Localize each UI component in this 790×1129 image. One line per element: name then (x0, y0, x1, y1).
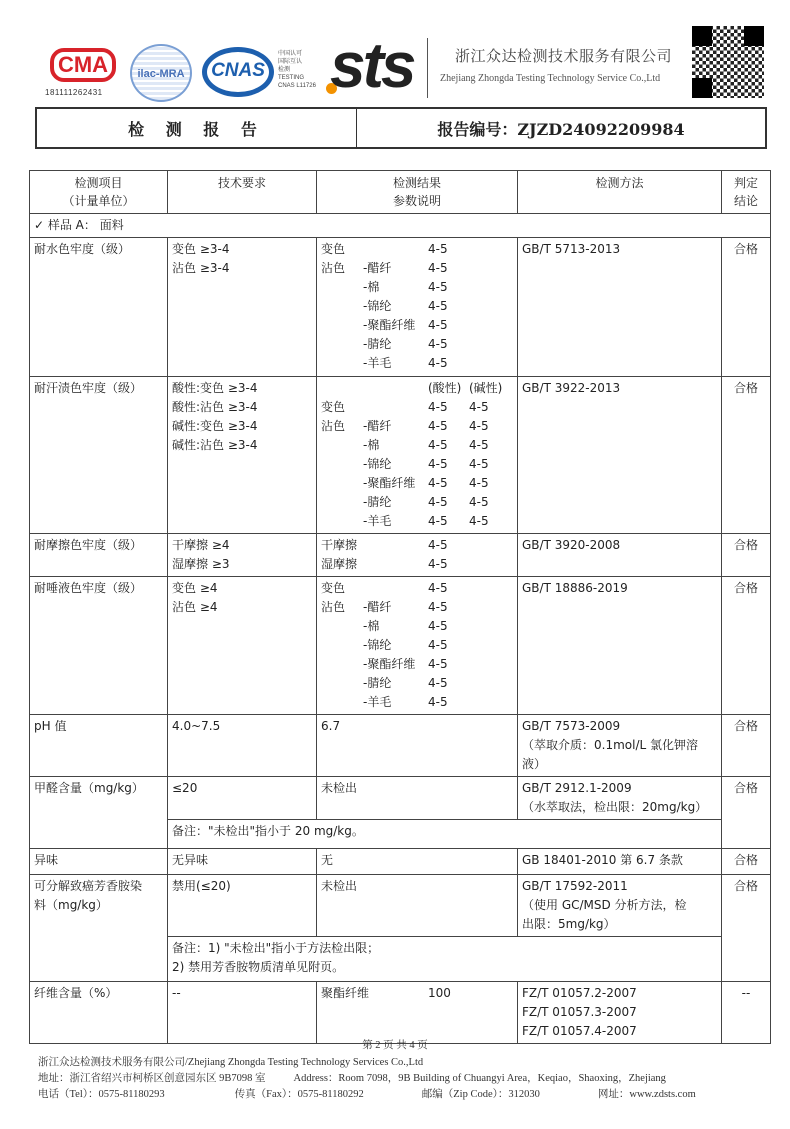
result-label: 未检出 (321, 781, 358, 795)
result-label: 无 (321, 853, 334, 867)
cnas-text-line: CNAS L11726 (278, 83, 316, 89)
result (317, 777, 518, 820)
result-value: 4-5 (428, 695, 448, 709)
result-line (321, 636, 513, 655)
result-value-2: 4-5 (469, 438, 489, 452)
cnas-text-line: 国际互认 (278, 59, 303, 65)
result-fiber: -锦纶 (363, 457, 392, 471)
result-line (321, 417, 513, 436)
test-item-line: 耐水色牢度（级） (34, 242, 131, 256)
test-method-line: GB/T 2912.1-2009 (522, 781, 632, 795)
cnas-text-line: 检测 (278, 67, 291, 73)
result-fiber: -聚酯纤维 (363, 476, 416, 490)
column-header-line: 结论 (733, 194, 758, 208)
note-line: 2) 禁用芳香胺物质清单见附页。 (172, 960, 345, 974)
test-method (518, 377, 722, 534)
result-value-2: 4-5 (469, 495, 489, 509)
result-label: 6.7 (321, 719, 341, 733)
test-item-line: pH 值 (34, 719, 67, 733)
result-line (321, 617, 513, 636)
table-row (30, 875, 771, 937)
result-value: 4-5 (428, 557, 448, 571)
page-number: 第 2 页 共 4 页 (362, 1040, 428, 1051)
result-value: 4-5 (428, 619, 448, 633)
result-value: 4-5 (428, 638, 448, 652)
result-line (321, 474, 513, 493)
test-method-line: GB/T 18886-2019 (522, 581, 628, 595)
result-line (321, 455, 513, 474)
table-row (30, 777, 771, 820)
requirement (168, 534, 317, 577)
result-fiber: -腈纶 (363, 676, 392, 690)
result-line (321, 717, 513, 736)
result-value-2: (碱性) (469, 381, 503, 395)
document-title: 检 测 报 告 (37, 109, 357, 147)
result-fiber: -羊毛 (363, 514, 392, 528)
verdict: 合格 (722, 377, 771, 534)
result-line (321, 259, 513, 278)
result-line (321, 316, 513, 335)
test-method-line: FZ/T 01057.4-2007 (522, 1024, 637, 1038)
test-item-line: 异味 (34, 853, 59, 867)
company-name-cn: 浙江众达检测技术服务有限公司 (455, 47, 673, 65)
requirement-line: 无异味 (172, 853, 209, 867)
verdict: 合格 (722, 849, 771, 875)
result-label: 干摩擦 (321, 538, 358, 552)
result-line (321, 436, 513, 455)
sample-label: ✓ 样品 A： 面料 (30, 214, 771, 238)
requirement-line: 变色 ≥4 (172, 581, 218, 595)
test-item-line: 可分解致癌芳香胺染 (34, 879, 143, 893)
column-header-line: （计量单位） (62, 194, 135, 208)
test-item-line: 纤维含量（%） (34, 986, 118, 1000)
result-label: 变色 (321, 242, 346, 256)
footer-text: 电话（Tel）：0575-81180293 (38, 1089, 165, 1100)
requirement-line: 酸性:变色 ≥3-4 (172, 381, 258, 395)
table-row (30, 849, 771, 875)
requirement-line: 干摩擦 ≥4 (172, 538, 230, 552)
result-value-2: 4-5 (469, 476, 489, 490)
result-line (321, 379, 513, 398)
table-row (30, 534, 771, 577)
requirement-line: 碱性:变色 ≥3-4 (172, 419, 258, 433)
result-line (321, 674, 513, 693)
result-fiber: -腈纶 (363, 337, 392, 351)
footer-line (0, 1054, 790, 1070)
result-value-2: 4-5 (469, 400, 489, 414)
test-item (30, 577, 168, 715)
requirement-line: -- (172, 986, 181, 1000)
test-item-line: 耐汗渍色牢度（级） (34, 381, 143, 395)
result-fiber: -羊毛 (363, 356, 392, 370)
test-method (518, 534, 722, 577)
table-row (30, 238, 771, 377)
footer (0, 1037, 790, 1102)
verdict: 合格 (722, 875, 771, 982)
result-line (321, 297, 513, 316)
result-value: 4-5 (428, 600, 448, 614)
test-method-line: （使用 GC/MSD 分析方法，检 (522, 898, 687, 912)
result (317, 534, 518, 577)
result-value: 4-5 (428, 457, 448, 471)
requirement (168, 777, 317, 820)
test-item (30, 715, 168, 777)
verdict: 合格 (722, 534, 771, 577)
table-row (30, 377, 771, 534)
test-item-line: 耐唾液色牢度（级） (34, 581, 143, 595)
results-table (29, 170, 771, 1044)
column-header-line: 检测结果 (392, 176, 441, 190)
result-fiber: -醋纤 (363, 600, 392, 614)
column-header (30, 171, 168, 214)
result-fiber: -锦纶 (363, 299, 392, 313)
footer-line (0, 1086, 790, 1102)
test-method-line: （萃取介质：0.1mol/L 氯化钾溶 (522, 738, 698, 752)
test-method (518, 577, 722, 715)
requirement-line: 4.0~7.5 (172, 719, 221, 733)
requirement (168, 577, 317, 715)
test-method-line: GB/T 3920-2008 (522, 538, 621, 552)
requirement-line: 湿摩擦 ≥3 (172, 557, 230, 571)
result-fiber: -锦纶 (363, 638, 392, 652)
test-item-line: 耐摩擦色牢度（级） (34, 538, 143, 552)
test-method-line: GB/T 5713-2013 (522, 242, 621, 256)
result-value: 4-5 (428, 299, 448, 313)
table-header-row (30, 171, 771, 214)
column-header (722, 171, 771, 214)
result-value-2: 4-5 (469, 514, 489, 528)
logo-divider (427, 38, 428, 98)
requirement (168, 377, 317, 534)
verdict: 合格 (722, 715, 771, 777)
result-value: 4-5 (428, 538, 448, 552)
result-value-2: 4-5 (469, 457, 489, 471)
result-value: 4-5 (428, 261, 448, 275)
result-value: 4-5 (428, 242, 448, 256)
result-value: 4-5 (428, 438, 448, 452)
result-fiber: -羊毛 (363, 695, 392, 709)
verdict: 合格 (722, 238, 771, 377)
result-line (321, 512, 513, 531)
result-value: 4-5 (428, 476, 448, 490)
result-line (321, 579, 513, 598)
test-method-line: 出限：5mg/kg） (522, 917, 616, 931)
note-line: 备注：1) "未检出"指小于方法检出限； (172, 941, 380, 955)
requirement-line: 酸性:沾色 ≥3-4 (172, 400, 258, 414)
result-line (321, 779, 513, 798)
test-method-line: GB 18401-2010 第 6.7 条款 (522, 853, 683, 867)
result (317, 849, 518, 875)
footer-text: 网址：www.zdsts.com (597, 1089, 696, 1100)
column-header (317, 171, 518, 214)
result-value: 4-5 (428, 514, 448, 528)
cnas-text-line: TESTING (278, 75, 305, 81)
test-method (518, 982, 722, 1044)
test-method-line: GB/T 7573-2009 (522, 719, 621, 733)
footer-text: 邮编（Zip Code）：312030 (421, 1089, 540, 1100)
sts-logo: sts (330, 29, 414, 101)
ilac-mra-logo: ilac-MRA (130, 44, 192, 102)
column-header (518, 171, 722, 214)
result-label: 变色 (321, 581, 346, 595)
test-item (30, 377, 168, 534)
requirement-line: 碱性:沾色 ≥3-4 (172, 438, 258, 452)
result-line (321, 693, 513, 712)
requirement-line: ≤20 (172, 781, 198, 795)
cnas-logo: CNAS (202, 47, 274, 97)
cma-number: 181111262431 (45, 88, 103, 97)
column-header-line: 判定 (733, 176, 758, 190)
column-header-line: 检测方法 (595, 176, 644, 190)
result-label: 变色 (321, 400, 346, 414)
result-value: 4-5 (428, 356, 448, 370)
result-fiber: -腈纶 (363, 495, 392, 509)
column-header-line: 技术要求 (217, 176, 266, 190)
result-line (321, 851, 513, 870)
test-item (30, 238, 168, 377)
result-line (321, 984, 513, 1003)
requirement-line: 禁用(≤20) (172, 879, 231, 893)
result-line (321, 398, 513, 417)
result-line (321, 655, 513, 674)
note-line: 备注："未检出"指小于 20 mg/kg。 (172, 824, 364, 838)
result-line (321, 354, 513, 373)
column-header-line: 参数说明 (392, 194, 441, 208)
result-label: 沾色 (321, 261, 346, 275)
footer-text: 传真（Fax）：0575-81180292 (234, 1089, 364, 1100)
test-method-line: FZ/T 01057.3-2007 (522, 1005, 637, 1019)
test-item-line: 料（mg/kg） (34, 898, 108, 912)
title-box (35, 107, 767, 149)
cma-logo: CMA (50, 48, 116, 82)
test-method-line: （水萃取法，检出限：20mg/kg） (522, 800, 708, 814)
footer-text: 地址：浙江省绍兴市柯桥区创意园东区 9B7098 室 (38, 1073, 266, 1084)
test-item-line: 甲醛含量（mg/kg） (34, 781, 144, 795)
result-value: 100 (428, 986, 451, 1000)
test-method-line: FZ/T 01057.2-2007 (522, 986, 637, 1000)
column-header-line: 检测项目 (74, 176, 123, 190)
test-method-line: 液） (522, 757, 547, 771)
footer-text: 浙江众达检测技术服务有限公司/Zhejiang Zhongda Testing Technology Services Co.,Ltd (38, 1057, 424, 1068)
result-line (321, 278, 513, 297)
result-fiber: -棉 (363, 619, 380, 633)
requirement (168, 875, 317, 937)
result (317, 377, 518, 534)
result (317, 982, 518, 1044)
result-line (321, 555, 513, 574)
result-value: 4-5 (428, 495, 448, 509)
result-value: 4-5 (428, 581, 448, 595)
result-label: 湿摩擦 (321, 557, 358, 571)
verdict: -- (722, 982, 771, 1044)
table-row (30, 715, 771, 777)
qr-code (692, 26, 764, 98)
test-method (518, 715, 722, 777)
verdict: 合格 (722, 777, 771, 849)
result-line (321, 493, 513, 512)
verdict: 合格 (722, 577, 771, 715)
cnas-text-line: 中国认可 (278, 51, 303, 57)
test-item (30, 849, 168, 875)
result-label: 未检出 (321, 879, 358, 893)
note (168, 820, 722, 849)
result-value: (酸性) (428, 381, 462, 395)
result (317, 715, 518, 777)
test-method (518, 777, 722, 820)
requirement-line: 沾色 ≥3-4 (172, 261, 230, 275)
requirement (168, 238, 317, 377)
result-fiber: -棉 (363, 280, 380, 294)
result-fiber: -棉 (363, 438, 380, 452)
cnas-text (278, 50, 316, 90)
result-value: 4-5 (428, 400, 448, 414)
result (317, 238, 518, 377)
result-line (321, 877, 513, 896)
table-row (30, 982, 771, 1044)
test-item (30, 534, 168, 577)
result-fiber: -醋纤 (363, 261, 392, 275)
result-line (321, 335, 513, 354)
result-value: 4-5 (428, 676, 448, 690)
table-row (30, 577, 771, 715)
test-item (30, 777, 168, 849)
result-value: 4-5 (428, 337, 448, 351)
column-header (168, 171, 317, 214)
result-fiber: -聚酯纤维 (363, 657, 416, 671)
footer-text: Address：Room 7098，9B Building of Chuangyi Area，Keqiao，Shaoxing，Zhejiang (293, 1073, 666, 1084)
requirement (168, 982, 317, 1044)
requirement (168, 849, 317, 875)
requirement (168, 715, 317, 777)
footer-line (0, 1070, 790, 1086)
sample-row (30, 214, 771, 238)
test-method (518, 849, 722, 875)
result-label: 聚酯纤维 (321, 986, 370, 1000)
result-value: 4-5 (428, 280, 448, 294)
test-item (30, 982, 168, 1044)
company-name-en: Zhejiang Zhongda Testing Technology Service Co.,Ltd (440, 73, 661, 84)
test-method-line: GB/T 17592-2011 (522, 879, 628, 893)
result-value: 4-5 (428, 657, 448, 671)
note (168, 937, 722, 982)
result-line (321, 598, 513, 617)
report-number: 报告编号：ZJZD24092209984 (437, 119, 685, 139)
result-fiber: -醋纤 (363, 419, 392, 433)
result-value-2: 4-5 (469, 419, 489, 433)
test-method (518, 238, 722, 377)
result-value: 4-5 (428, 318, 448, 332)
result (317, 875, 518, 937)
test-item (30, 875, 168, 982)
result-line (321, 240, 513, 259)
test-method-line: GB/T 3922-2013 (522, 381, 621, 395)
result-fiber: -聚酯纤维 (363, 318, 416, 332)
result-label: 沾色 (321, 419, 346, 433)
requirement-line: 沾色 ≥4 (172, 600, 218, 614)
result (317, 577, 518, 715)
test-method (518, 875, 722, 937)
result-label: 沾色 (321, 600, 346, 614)
result-value: 4-5 (428, 419, 448, 433)
requirement-line: 变色 ≥3-4 (172, 242, 230, 256)
result-line (321, 536, 513, 555)
